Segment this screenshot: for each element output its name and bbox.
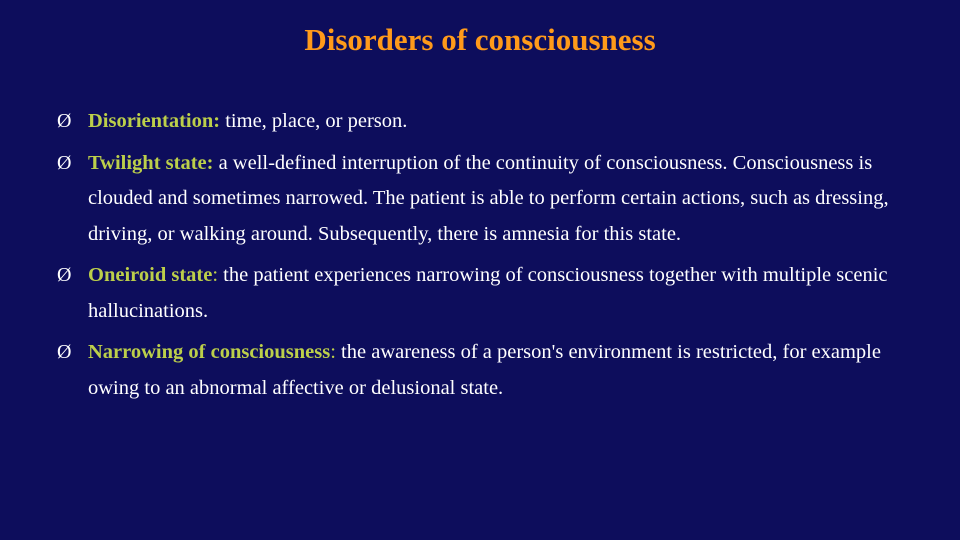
slide-title: Disorders of consciousness bbox=[304, 22, 656, 57]
bullet-list bbox=[57, 104, 897, 406]
bullet-narrowing-of-consciousness bbox=[57, 335, 897, 406]
bullet-text: the patient experiences narrowing of consciousness together with multiple scenic hallucinations. bbox=[88, 264, 888, 322]
bullet-text: the awareness of a person's environment is restricted, for example owing to an abnormal affective or delusional state. bbox=[88, 341, 881, 399]
bullet-term-colon: : bbox=[330, 341, 336, 363]
arrow-bullet-icon: Ø bbox=[57, 151, 72, 174]
bullet-term: Twilight state: bbox=[88, 151, 214, 174]
bullet-disorientation bbox=[57, 104, 897, 140]
arrow-bullet-icon: Ø bbox=[57, 264, 72, 286]
bullet-term-colon: : bbox=[212, 264, 219, 286]
bullet-oneiroid-state bbox=[57, 258, 897, 329]
bullet-twilight-state bbox=[57, 146, 897, 253]
arrow-bullet-icon: Ø bbox=[57, 110, 72, 132]
bullet-text: time, place, or person. bbox=[220, 110, 408, 132]
bullet-term: Oneiroid state bbox=[88, 264, 213, 286]
arrow-bullet-icon: Ø bbox=[57, 341, 72, 363]
bullet-term: Narrowing of consciousness bbox=[88, 341, 331, 363]
bullet-term: Disorientation: bbox=[88, 110, 221, 132]
bullet-text: a well-defined interruption of the continuity of consciousness. Consciousness is clouded and sometimes narrowed. The patient is able to perform certain actions, such as dressing, driving, or walking around. Subsequently, there is amnesia for this state. bbox=[88, 151, 889, 245]
